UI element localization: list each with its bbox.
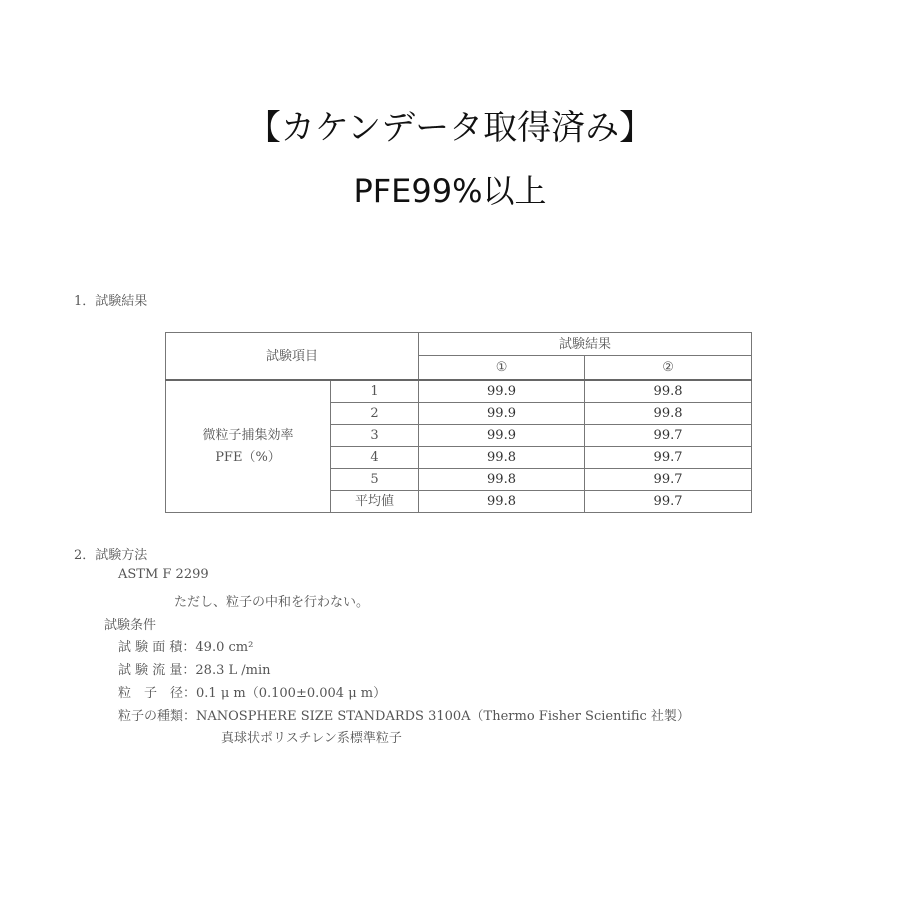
section-heading-results: 1．試験結果: [74, 294, 148, 309]
average-label: 平均値: [331, 491, 419, 513]
result-value: 99.9: [419, 425, 585, 447]
method-note: ただし、粒子の中和を行わない。: [174, 595, 370, 610]
result-value: 99.8: [585, 403, 752, 425]
subheader-2: ②: [585, 356, 752, 380]
headline-pfe: PFE99%以上: [353, 172, 547, 210]
condition-value: 0.1 μ m（0.100±0.004 μ m）: [196, 686, 387, 701]
condition-label: 試 験 流 量：: [118, 663, 196, 678]
row-label-line1: 微粒子捕集効率: [202, 427, 294, 443]
result-value: 99.8: [585, 380, 752, 403]
subheader-1: ①: [419, 356, 585, 380]
trial-label: 5: [331, 469, 419, 491]
condition-value: 28.3 L /min: [195, 663, 271, 678]
result-value: 99.8: [419, 447, 585, 469]
condition-label: 粒子の種類：: [118, 709, 197, 724]
condition-row: [118, 705, 690, 724]
trial-label: 2: [331, 403, 419, 425]
result-value: 99.9: [419, 403, 585, 425]
result-value: 99.7: [585, 469, 752, 491]
particle-note: 真球状ポリスチレン系標準粒子: [221, 731, 402, 746]
result-value: 99.7: [585, 447, 752, 469]
condition-row: [118, 659, 271, 678]
table-row: [166, 380, 752, 403]
condition-value: NANOSPHERE SIZE STANDARDS 3100A（Thermo Fisher Scientific 社製）: [196, 709, 690, 724]
test-standard: ASTM F 2299: [118, 567, 209, 582]
condition-label: 粒 子 径：: [118, 686, 197, 701]
trial-label: 4: [331, 447, 419, 469]
conditions-heading: 試験条件: [104, 618, 157, 633]
result-value: 99.7: [585, 425, 752, 447]
row-label-line2: PFE（%）: [215, 449, 281, 465]
results-table: [165, 332, 752, 513]
average-value: 99.7: [585, 491, 752, 513]
table-header-row: [166, 333, 752, 356]
average-value: 99.8: [419, 491, 585, 513]
headline-data-acquired: 【カケンデータ取得済み】: [246, 108, 654, 148]
condition-row: [118, 682, 386, 701]
result-value: 99.9: [419, 380, 585, 403]
header-test-results: 試験結果: [419, 333, 752, 356]
condition-row: [118, 636, 253, 655]
condition-label: 試 験 面 積：: [118, 640, 196, 655]
result-value: 99.8: [419, 469, 585, 491]
section-heading-method: 2．試験方法: [74, 548, 148, 563]
header-test-item: 試験項目: [166, 333, 419, 381]
row-label-pfe: [166, 380, 331, 513]
trial-label: 3: [331, 425, 419, 447]
condition-value: 49.0 cm²: [195, 640, 254, 655]
trial-label: 1: [331, 380, 419, 403]
